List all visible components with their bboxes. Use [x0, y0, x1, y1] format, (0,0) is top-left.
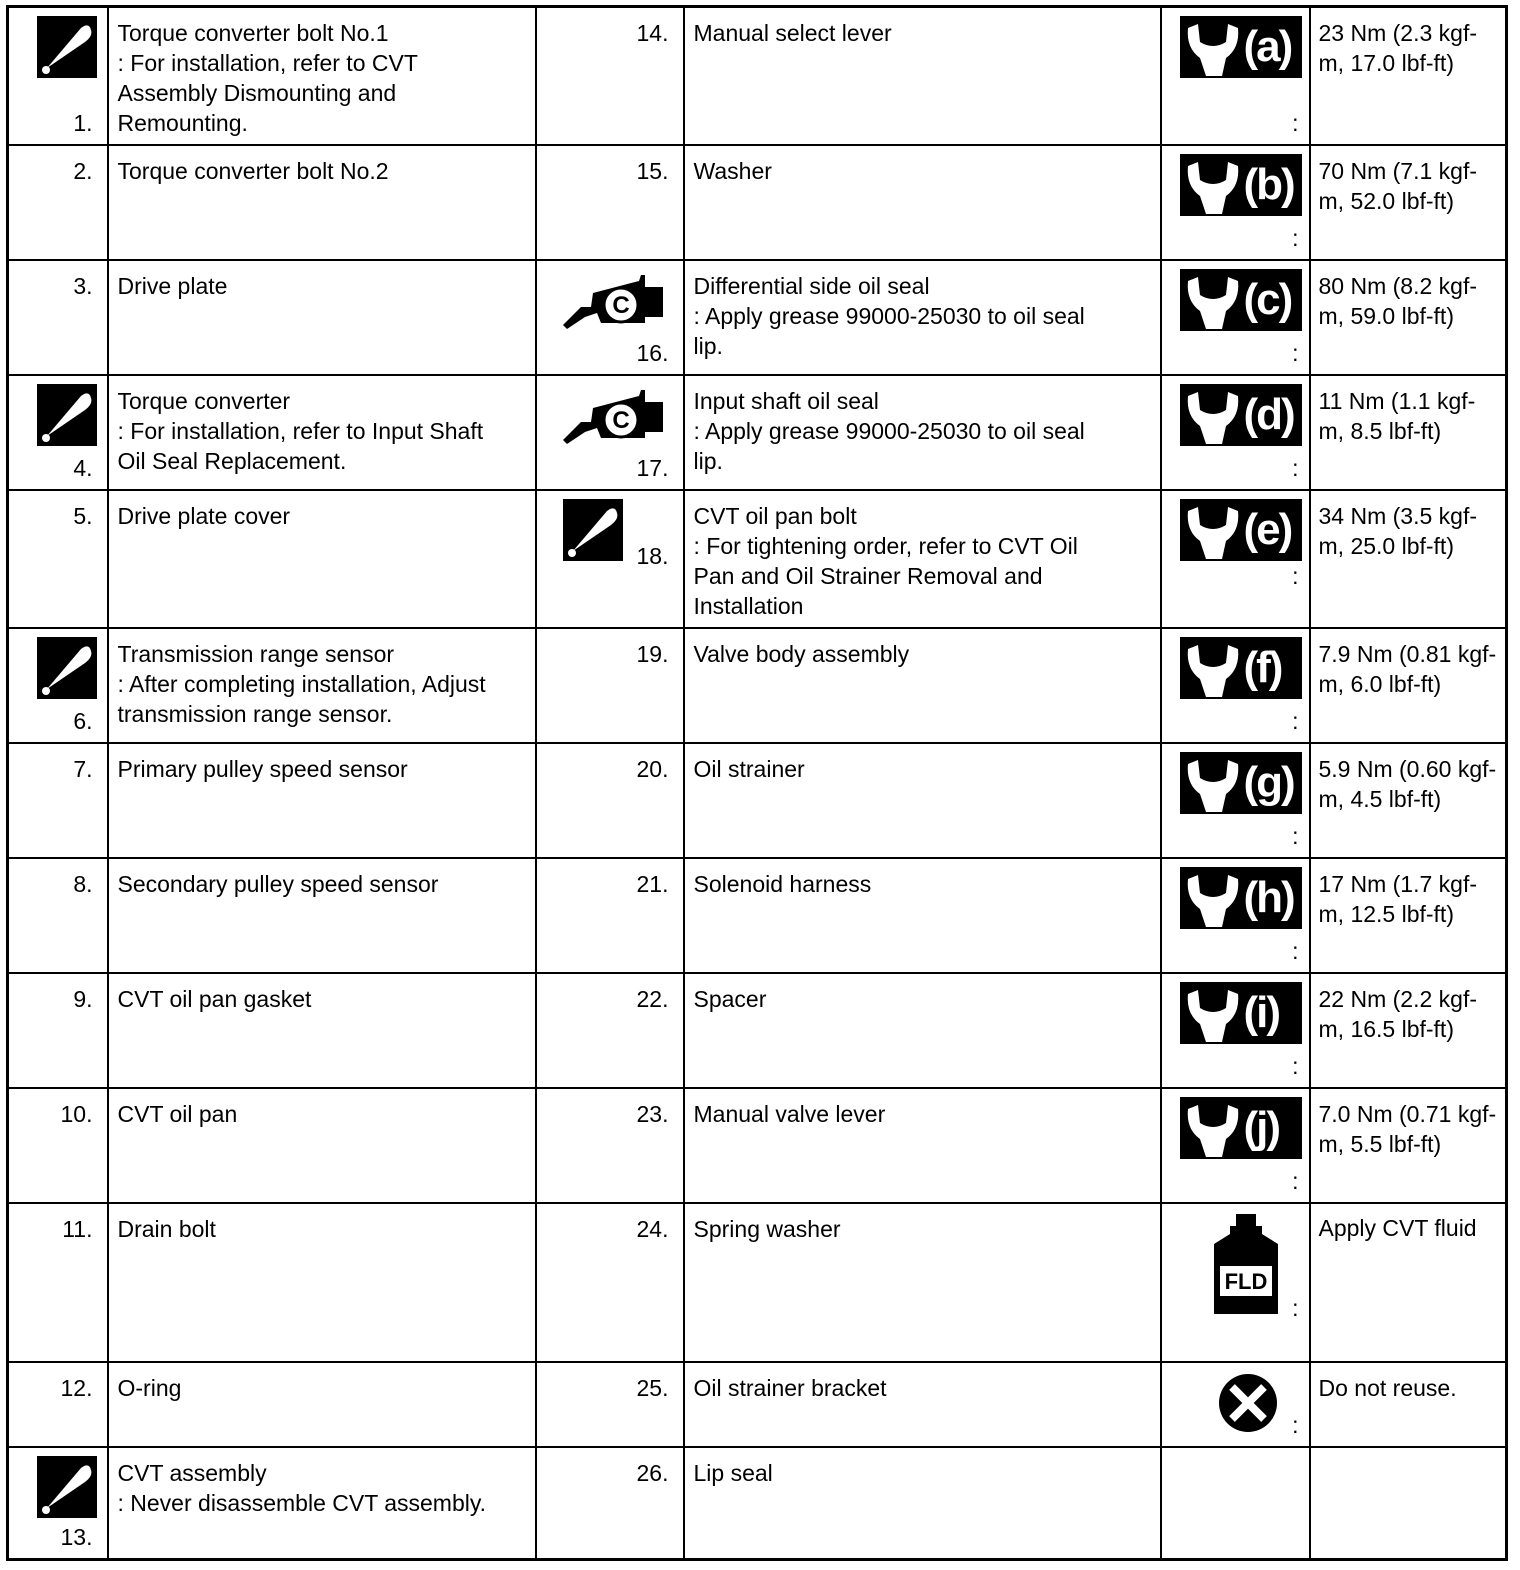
item-number: 15. — [636, 157, 669, 184]
item-description-cell — [684, 1088, 1161, 1203]
item-number-cell — [536, 375, 684, 490]
item-number: 6. — [73, 707, 93, 734]
table-row — [8, 1447, 1507, 1560]
torque-symbol-cell — [1161, 490, 1310, 628]
colon: : — [1292, 1052, 1299, 1079]
torque-value: 23 Nm (2.3 kgf-m, 17.0 lbf-ft) — [1318, 20, 1477, 76]
fluid-bottle-icon — [1212, 1214, 1280, 1314]
item-description-cell — [108, 628, 536, 743]
item-number-cell — [536, 1362, 684, 1447]
item-number: 3. — [73, 272, 93, 299]
item-description-line: Torque converter bolt No.2 — [117, 157, 389, 184]
item-description-line: Assembly Dismounting and — [117, 80, 397, 106]
fluid-label: FLD — [1224, 1268, 1267, 1294]
item-description-line: lip. — [693, 332, 723, 359]
item-number: 7. — [73, 755, 93, 782]
item-number-cell — [536, 260, 684, 375]
table-row — [8, 1362, 1507, 1447]
item-description-line: transmission range sensor. — [117, 700, 393, 727]
item-description-line: Oil strainer bracket — [693, 1374, 887, 1401]
item-number: 8. — [73, 870, 93, 897]
item-description-line: Lip seal — [693, 1459, 773, 1486]
item-description-line: Torque converter bolt No.1 — [117, 20, 389, 46]
colon: : — [1292, 1167, 1299, 1194]
table-row — [8, 1203, 1507, 1362]
item-number-cell — [8, 145, 108, 260]
item-description-line: Spring washer — [693, 1215, 841, 1242]
item-description-line: Torque converter — [117, 387, 291, 414]
item-description-line: Drive plate — [117, 272, 228, 299]
torque-value: 80 Nm (8.2 kgf-m, 59.0 lbf-ft) — [1318, 272, 1477, 329]
item-number: 26. — [636, 1459, 669, 1486]
item-description-cell — [108, 743, 536, 858]
tightening-torque-icon — [1180, 384, 1302, 446]
torque-value-cell — [1310, 260, 1507, 375]
item-description-cell — [684, 260, 1161, 375]
item-number: 9. — [73, 985, 93, 1012]
item-description-line: : After completing installation, Adjust — [117, 670, 486, 697]
item-number-cell — [8, 1447, 108, 1560]
item-number-cell — [8, 858, 108, 973]
item-number: 10. — [60, 1100, 93, 1127]
torque-code: (b) — [1243, 159, 1294, 209]
item-description-line: Differential side oil seal — [693, 272, 930, 299]
item-number-cell — [8, 7, 108, 145]
item-description-line: Solenoid harness — [693, 870, 872, 897]
item-number: 18. — [636, 542, 669, 569]
reference-note-icon — [37, 1456, 97, 1518]
item-description-line: Oil Seal Replacement. — [117, 447, 347, 474]
torque-symbol-cell — [1161, 7, 1310, 145]
reuse-symbol-cell — [1161, 1362, 1310, 1447]
item-description-cell — [684, 628, 1161, 743]
item-number: 21. — [636, 870, 669, 897]
item-number-cell — [536, 1447, 684, 1560]
torque-value: 7.0 Nm (0.71 kgf-m, 5.5 lbf-ft) — [1318, 1100, 1497, 1157]
torque-value: 34 Nm (3.5 kgf-m, 25.0 lbf-ft) — [1318, 502, 1477, 559]
item-description-cell — [684, 490, 1161, 628]
table-row — [8, 145, 1507, 260]
item-number-cell — [8, 1362, 108, 1447]
torque-code: (c) — [1243, 274, 1292, 324]
fluid-note: Apply CVT fluid — [1318, 1214, 1477, 1241]
item-description-cell — [108, 260, 536, 375]
item-description-line: : For installation, refer to Input Shaft — [117, 417, 484, 444]
tightening-torque-icon — [1180, 1097, 1302, 1159]
item-number-cell — [536, 628, 684, 743]
tightening-torque-icon — [1180, 154, 1302, 216]
torque-value-cell — [1310, 1088, 1507, 1203]
item-number-cell — [536, 1203, 684, 1362]
item-description-line: CVT assembly — [117, 1459, 267, 1486]
torque-symbol-cell — [1161, 145, 1310, 260]
empty-cell — [1161, 1447, 1310, 1560]
torque-value: 17 Nm (1.7 kgf-m, 12.5 lbf-ft) — [1318, 870, 1477, 927]
table-row — [8, 260, 1507, 375]
tightening-torque-icon — [1180, 637, 1302, 699]
item-number: 22. — [636, 985, 669, 1012]
item-description-cell — [684, 1447, 1161, 1560]
torque-value-cell — [1310, 490, 1507, 628]
colon: : — [1292, 224, 1299, 251]
item-description-line: Spacer — [693, 985, 767, 1012]
item-number: 17. — [636, 454, 669, 481]
item-description-line: CVT oil pan bolt — [693, 502, 857, 529]
torque-symbol-cell — [1161, 858, 1310, 973]
item-description-cell — [684, 743, 1161, 858]
item-number-cell — [8, 260, 108, 375]
item-number: 12. — [60, 1374, 93, 1401]
item-description-line: : For tightening order, refer to CVT Oil — [693, 532, 1078, 559]
item-description-line: Drive plate cover — [117, 502, 291, 529]
item-number-cell — [8, 743, 108, 858]
torque-symbol-cell — [1161, 260, 1310, 375]
tightening-torque-icon — [1180, 499, 1302, 561]
item-number: 1. — [73, 109, 93, 136]
colon: : — [1292, 707, 1299, 734]
tightening-torque-icon — [1180, 982, 1302, 1044]
item-description-line: : Apply grease 99000-25030 to oil seal — [693, 302, 1085, 329]
item-description-line: CVT oil pan — [117, 1100, 238, 1127]
item-number-cell — [536, 7, 684, 145]
item-number-cell — [8, 973, 108, 1088]
item-number-cell — [8, 1203, 108, 1362]
torque-code: (i) — [1243, 987, 1280, 1037]
torque-code: (a) — [1243, 22, 1292, 71]
item-number: 24. — [636, 1215, 669, 1242]
item-description-cell — [684, 7, 1161, 145]
tightening-torque-icon — [1180, 752, 1302, 814]
colon: : — [1292, 454, 1299, 481]
item-description-cell — [108, 1203, 536, 1362]
reuse-note: Do not reuse. — [1318, 1374, 1457, 1401]
torque-value: 7.9 Nm (0.81 kgf-m, 6.0 lbf-ft) — [1318, 640, 1497, 697]
torque-value: 22 Nm (2.2 kgf-m, 16.5 lbf-ft) — [1318, 985, 1477, 1042]
item-number: 20. — [636, 755, 669, 782]
grease-gun-icon — [561, 267, 671, 329]
item-description-line: Primary pulley speed sensor — [117, 755, 408, 782]
colon: : — [1292, 1411, 1299, 1438]
item-description-cell — [108, 858, 536, 973]
reference-note-icon — [37, 384, 97, 446]
item-number: 25. — [636, 1374, 669, 1401]
item-number-cell — [536, 973, 684, 1088]
torque-symbol-cell — [1161, 973, 1310, 1088]
item-description-line: : For installation, refer to CVT — [117, 50, 418, 76]
torque-value-cell — [1310, 7, 1507, 145]
item-number: 23. — [636, 1100, 669, 1127]
item-description-line: lip. — [693, 447, 723, 474]
item-description-cell — [684, 1203, 1161, 1362]
table-row — [8, 743, 1507, 858]
table-row — [8, 858, 1507, 973]
tightening-torque-icon — [1180, 269, 1302, 331]
torque-value-cell — [1310, 858, 1507, 973]
item-description-line: O-ring — [117, 1374, 182, 1401]
table-row — [8, 375, 1507, 490]
item-description-line: Valve body assembly — [693, 640, 910, 667]
torque-symbol-cell — [1161, 1088, 1310, 1203]
torque-value-cell — [1310, 743, 1507, 858]
item-description-cell — [108, 1362, 536, 1447]
item-description-cell — [684, 1362, 1161, 1447]
item-number-cell — [8, 490, 108, 628]
item-description-line: : Apply grease 99000-25030 to oil seal — [693, 417, 1085, 444]
item-number-cell — [8, 628, 108, 743]
item-number: 2. — [73, 157, 93, 184]
item-description-line: Manual select lever — [693, 20, 892, 46]
grease-gun-icon — [561, 382, 671, 444]
tightening-torque-icon — [1180, 867, 1302, 929]
table-row — [8, 490, 1507, 628]
item-description-line: Installation — [693, 592, 804, 619]
reference-note-icon — [37, 16, 97, 78]
reference-note-icon — [563, 499, 623, 561]
torque-code: (d) — [1243, 389, 1294, 439]
svg-text:C: C — [611, 291, 630, 319]
item-number-cell — [8, 1088, 108, 1203]
item-description-cell — [108, 375, 536, 490]
item-number-cell — [536, 145, 684, 260]
torque-code: (h) — [1243, 872, 1294, 922]
torque-value-cell — [1310, 628, 1507, 743]
item-number-cell — [536, 490, 684, 628]
torque-value: 5.9 Nm (0.60 kgf-m, 4.5 lbf-ft) — [1318, 755, 1497, 812]
item-number-cell — [8, 375, 108, 490]
item-description-cell — [108, 1088, 536, 1203]
torque-value: 70 Nm (7.1 kgf-m, 52.0 lbf-ft) — [1318, 157, 1477, 214]
item-description-line: Oil strainer — [693, 755, 805, 782]
item-description-cell — [108, 145, 536, 260]
colon: : — [1292, 562, 1299, 589]
do-not-reuse-icon — [1218, 1373, 1278, 1433]
table-row — [8, 7, 1507, 145]
item-number-cell — [536, 743, 684, 858]
torque-value-cell — [1310, 973, 1507, 1088]
colon: : — [1292, 1294, 1299, 1321]
component-legend-table — [6, 5, 1508, 1561]
torque-symbol-cell — [1161, 743, 1310, 858]
torque-symbol-cell — [1161, 375, 1310, 490]
table-row — [8, 973, 1507, 1088]
item-description-cell — [108, 973, 536, 1088]
item-number: 13. — [60, 1524, 93, 1550]
item-description-cell — [684, 145, 1161, 260]
colon: : — [1292, 339, 1299, 366]
item-description-line: Washer — [693, 157, 772, 184]
item-description-line: Drain bolt — [117, 1215, 216, 1242]
item-number: 5. — [73, 502, 93, 529]
item-description-line: Secondary pulley speed sensor — [117, 870, 439, 897]
item-description-line: Pan and Oil Strainer Removal and — [693, 562, 1043, 589]
item-description-line: Transmission range sensor — [117, 640, 395, 667]
item-number: 4. — [73, 454, 93, 481]
torque-value-cell — [1310, 375, 1507, 490]
item-description-line: CVT oil pan gasket — [117, 985, 312, 1012]
item-description-cell — [108, 7, 536, 145]
item-description-cell — [108, 1447, 536, 1560]
torque-code: (j) — [1243, 1102, 1280, 1152]
torque-code: (e) — [1243, 504, 1292, 554]
item-description-line: Remounting. — [117, 110, 248, 136]
item-number: 16. — [636, 339, 669, 366]
reference-note-icon — [37, 637, 97, 699]
fluid-symbol-cell — [1161, 1203, 1310, 1362]
colon: : — [1292, 109, 1299, 136]
item-description-line: Manual valve lever — [693, 1100, 886, 1127]
item-description-cell — [684, 858, 1161, 973]
torque-value: 11 Nm (1.1 kgf-m, 8.5 lbf-ft) — [1318, 387, 1476, 444]
fluid-note-cell — [1310, 1203, 1507, 1362]
reuse-note-cell — [1310, 1362, 1507, 1447]
empty-cell — [1310, 1447, 1507, 1560]
torque-code: (g) — [1243, 757, 1294, 807]
item-number: 11. — [62, 1215, 93, 1242]
torque-code: (f) — [1243, 642, 1282, 692]
item-number-cell — [536, 1088, 684, 1203]
table-row — [8, 628, 1507, 743]
item-description-line: : Never disassemble CVT assembly. — [117, 1489, 487, 1516]
item-description-cell — [108, 490, 536, 628]
item-number-cell — [536, 858, 684, 973]
table-row — [8, 1088, 1507, 1203]
colon: : — [1292, 822, 1299, 849]
item-description-line: Input shaft oil seal — [693, 387, 879, 414]
item-description-cell — [684, 973, 1161, 1088]
tightening-torque-icon — [1180, 16, 1302, 78]
svg-text:C: C — [611, 406, 630, 434]
torque-symbol-cell — [1161, 628, 1310, 743]
item-number: 14. — [636, 20, 669, 46]
colon: : — [1292, 937, 1299, 964]
torque-value-cell — [1310, 145, 1507, 260]
item-number: 19. — [636, 640, 669, 667]
item-description-cell — [684, 375, 1161, 490]
